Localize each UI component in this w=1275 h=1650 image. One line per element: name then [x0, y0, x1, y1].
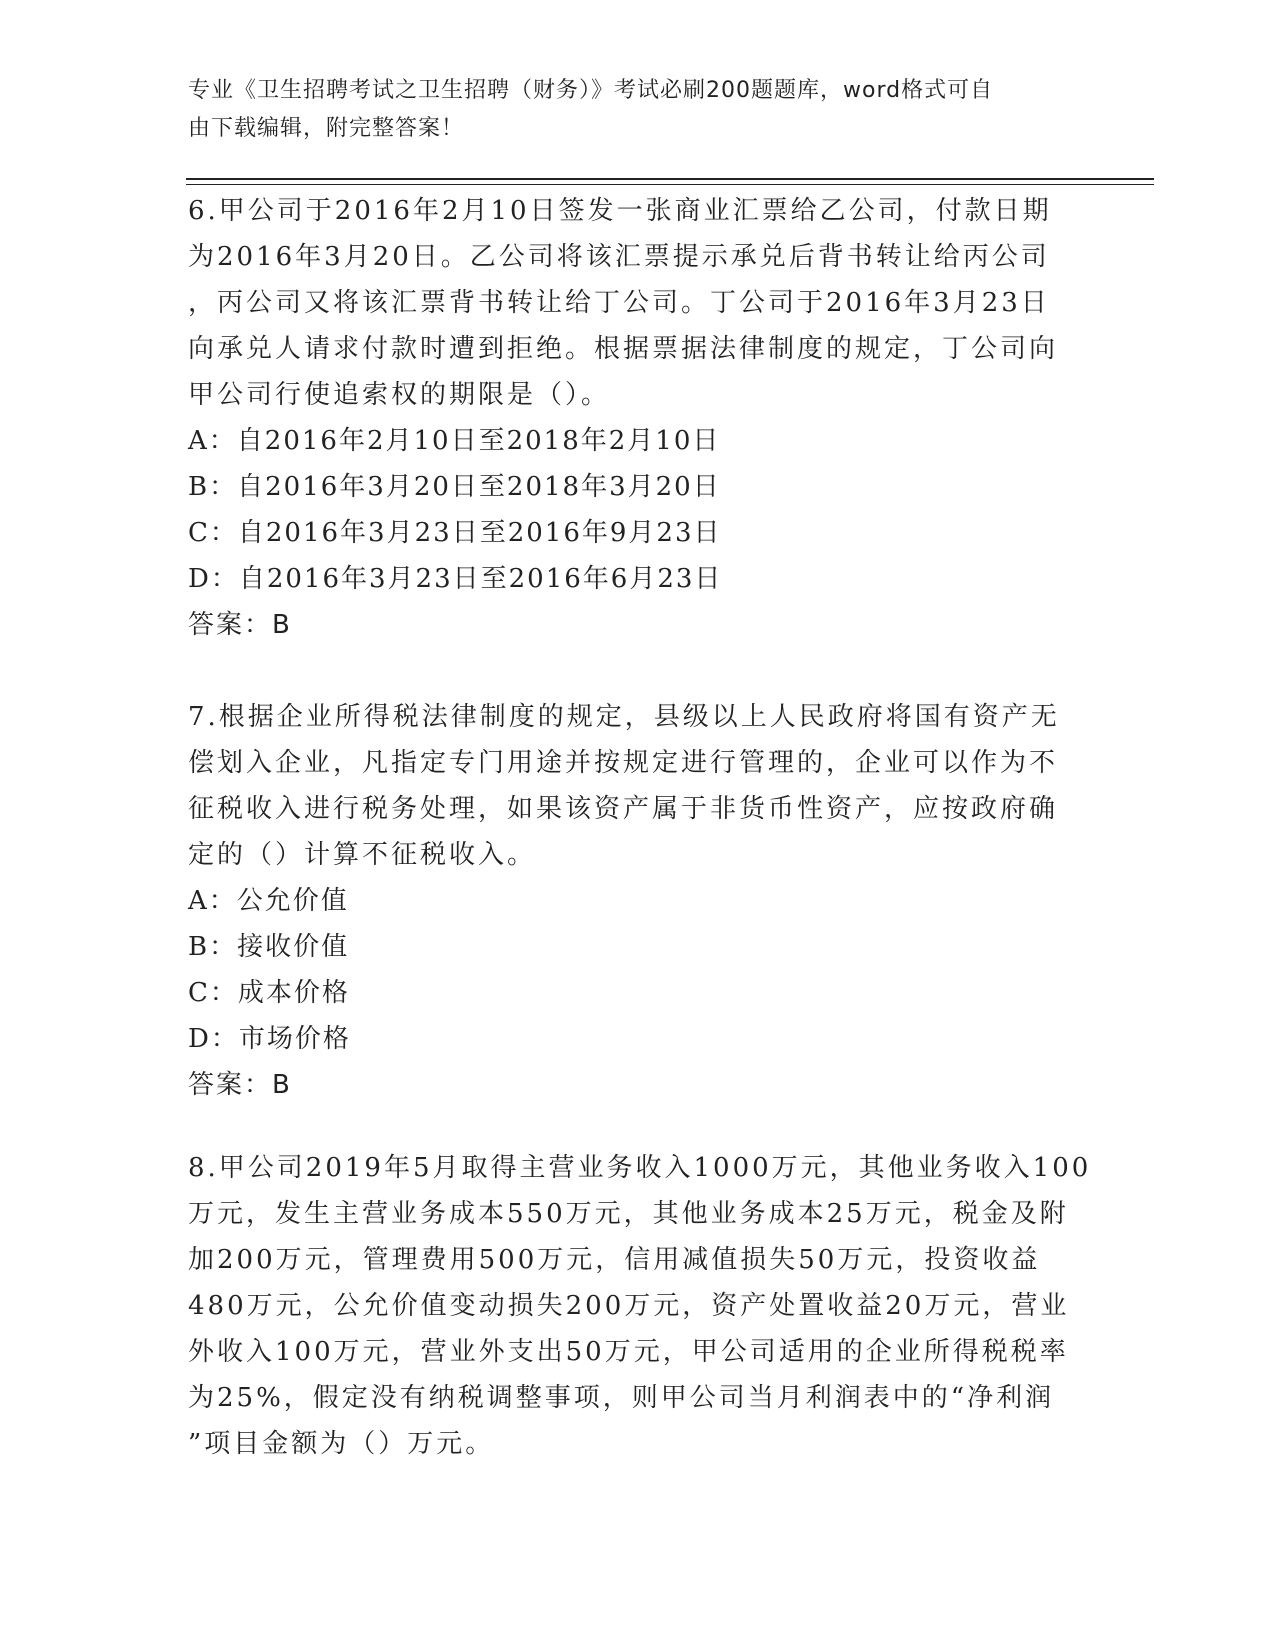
question-6: [188, 188, 1088, 648]
question-8: [188, 1145, 1092, 1467]
question-6-line-5: 甲公司行使追索权的期限是（）。: [188, 380, 611, 410]
question-6-options: [188, 418, 1088, 602]
question-8-line-3: 加200万元，管理费用500万元，信用减值损失50万元，投资收益: [188, 1245, 1041, 1275]
question-7-option-b: B：接收价值: [188, 932, 350, 962]
question-7-answer: 答案：B: [188, 1070, 292, 1100]
question-8-line-4: 480万元，公允价值变动损失200万元，资产处置收益20万元，营业: [188, 1291, 1070, 1321]
question-6-option-d: D：自2016年3月23日至2016年6月23日: [188, 564, 723, 594]
question-8-stem: [188, 1145, 1092, 1467]
question-6-line-4: 向承兑人请求付款时遭到拒绝。根据票据法律制度的规定，丁公司向: [188, 334, 1059, 364]
question-6-line-1: 6.甲公司于2016年2月10日签发一张商业汇票给乙公司，付款日期: [188, 196, 1052, 226]
question-7-line-1: 7.根据企业所得税法律制度的规定，县级以上人民政府将国有资产无: [188, 702, 1060, 732]
header-divider-thick: [186, 178, 1154, 180]
header-line-1: 专业《卫生招聘考试之卫生招聘（财务）》考试必刷200题题库，word格式可自: [188, 78, 994, 103]
document-header: [188, 72, 1068, 148]
question-7-option-a: A：公允价值: [188, 886, 349, 916]
question-6-stem: [188, 188, 1088, 418]
question-8-line-6: 为25%，假定没有纳税调整事项，则甲公司当月利润表中的“净利润: [188, 1383, 1055, 1413]
question-7-options: [188, 878, 1088, 1062]
question-8-line-5: 外收入100万元，营业外支出50万元，甲公司适用的企业所得税税率: [188, 1337, 1069, 1367]
question-8-line-2: 万元，发生主营业务成本550万元，其他业务成本25万元，税金及附: [188, 1199, 1069, 1229]
question-6-line-2: 为2016年3月20日。乙公司将该汇票提示承兑后背书转让给丙公司: [188, 242, 1050, 272]
question-6-option-c: C：自2016年3月23日至2016年9月23日: [188, 518, 722, 548]
question-6-line-3: ，丙公司又将该汇票背书转让给丁公司。丁公司于2016年3月23日: [188, 288, 1050, 318]
question-7-line-4: 定的（）计算不征税收入。: [188, 840, 537, 870]
question-8-line-7: ”项目金额为（）万元。: [188, 1429, 495, 1459]
question-6-option-a: A：自2016年2月10日至2018年2月10日: [188, 426, 721, 456]
question-7-stem: [188, 694, 1088, 878]
question-7-line-2: 偿划入企业，凡指定专门用途并按规定进行管理的，企业可以作为不: [188, 748, 1059, 778]
question-8-line-1: 8.甲公司2019年5月取得主营业务收入1000万元，其他业务收入100: [188, 1153, 1092, 1183]
header-line-2: 由下载编辑，附完整答案！: [188, 116, 465, 141]
question-6-answer: 答案：B: [188, 610, 292, 640]
question-6-option-b: B：自2016年3月20日至2018年3月20日: [188, 472, 721, 502]
question-7: [188, 694, 1088, 1108]
question-7-line-3: 征税收入进行税务处理，如果该资产属于非货币性资产，应按政府确: [188, 794, 1059, 824]
header-divider-thin: [186, 184, 1154, 185]
question-7-option-c: C：成本价格: [188, 978, 350, 1008]
question-7-option-d: D：市场价格: [188, 1024, 351, 1054]
